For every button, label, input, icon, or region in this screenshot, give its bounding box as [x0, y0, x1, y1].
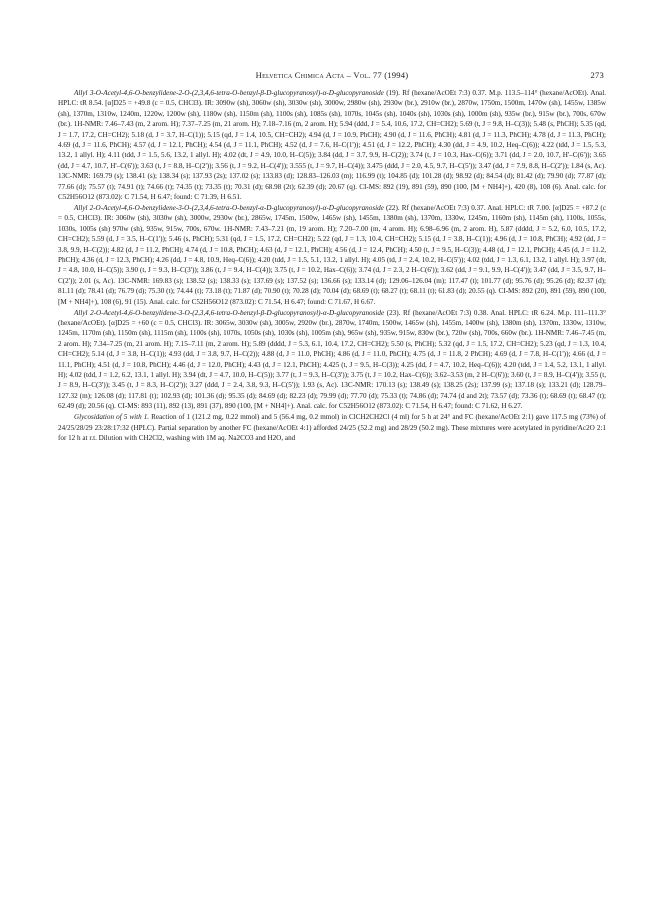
running-header: [58, 70, 606, 84]
page-number: 273: [590, 70, 604, 80]
article-body: [58, 88, 606, 443]
compound-22-paragraph: [58, 203, 606, 307]
glycosidation-text: Reaction of 1 (121.2 mg, 0.22 mmol) and 5 (56.4 mg, 0.2 mmol) in ClCH2CH2Cl (4 ml) for 5 h at 24° and FC (hexane/AcOEt 2:1) gave 117.5 mg (73%) of 24/25/28/29 23:28:17:32 (HPLC). Partial separation by another FC (hexane/AcOEt 4:1) afforded 24/25 (52.2 mg) and 28/29 (50.2 mg). These mixtures were acetylated in pyridine/Ac2O 2:1 for 12 h at r.t. Dilution with CH2Cl2, washing with 1M aq. Na2CO3 and H2O, and: [58, 413, 607, 442]
compound-19-data: (19). Rf (hexane/AcOEt 7:3) 0.37. M.p. 113.5–114° (hexane/AcOEt). Anal. HPLC: tR 8.54. [α]D25 = +49.8 (c = 0.5, CHCl3). IR: 3090w (sh), 3060w (sh), 3030w (sh), 3000w, 2980w (sh), 2930w (br.), 2910w (br.), 2870w, 1750m, 1500m, 1470w (sh), 1455w, 1385w (sh), 1370m, 1310w, 1240m, 1220w, 1200w (sh), 1180w (sh), 1150m (sh), 1100s (sh), 1085s (sh), 1070s, 1045s (sh), 1040s (sh), 1030s (sh), 1000m (sh), 935w (br.), 915w (br.), 700s, 670w (br.). 1H-NMR: 7.46–7.43 (m, 2 arom. H); 7.37–7.25 (m, 21 arom. H); 7.18–7.16 (m, 2 arom. H); 5.94 (ddd, J = 5.4, 10.6, 17.2, CH=CH2); 5.69 (t, J = 9.8, H–C(3)); 5.48 (s, PhCH); 5.35 (qd, J = 1.7, 17.2, CH=CH2); 5.18 (d, J = 3.7, H–C(1)); 5.15 (qd, J = 1.4, 10.5, CH=CH2); 4.94 (d, J = 10.9, PhCH); 4.90 (d, J = 11.6, PhCH); 4.81 (d, J = 11.3, PhCH); 4.78 (d, J = 11.3, PhCH); 4.69 (d, J = 11.6, PhCH); 4.57 (d, J = 12.1, PhCH); 4.54 (d, J = 11.1, PhCH); 4.52 (d, J = 7.6, H–C(1')); 4.51 (d, J = 12.2, PhCH); 4.30 (dd, J = 4.9, 10.2, Heq–C(6)); 4.22 (tdd, J = 1.5, 5.3, 13.2, 1 allyl. H); 4.11 (tdd, J = 1.5, 5.6, 13.2, 1 allyl. H); 4.02 (dt, J = 4.9, 10.0, H–C(5)); 3.84 (dd, J = 3.7, 9.9, H–C(2)); 3.74 (t, J = 10.3, Hax–C(6)); 3.71 (dd, J = 2.0, 10.7, H'–C(6')); 3.65 (dd, J = 4.7, 10.7, H'–C(6')); 3.63 (t, J = 8.8, H–C(2')); 3.56 (t, J = 9.2, H–C(4')); 3.555 (t, J = 9.7, H–C(4)); 3.475 (ddd, J = 2.0, 4.5, 9.7, H–C(5')); 3.47 (dd, J = 7.9, 8.8, H–C(2')); 1.84 (s, Ac). 13C-NMR: 169.79 (s); 138.41 (s); 138.34 (s); 137.93 (2s); 137.02 (s); 133.83 (d); 128.83–126.03 (m); 116.99 (t); 104.85 (d); 101.28 (d); 98.92 (d); 84.54 (d); 81.42 (d); 79.90 (d); 77.87 (d); 77.66 (d); 75.57 (t); 74.91 (t); 74.66 (t); 74.35 (t); 73.35 (t); 70.31 (d); 68.98 (2t); 62.39 (d); 20.67 (q). CI-MS: 892 (19), 891 (59), 890 (100, [M + NH4]+), 420 (8), 108 (6). Anal. calc. for C52H56O12 (873.02): C 71.54, H 6.47; found: C 71.39, H 6.51.: [58, 89, 606, 202]
compound-22-data: (22). Rf (hexane/AcOEt 7:3) 0.37. Anal. HPLC: tR 7.00. [α]D25 = +87.2 (c = 0.5, CHCl3). IR: 3060w (sh), 3030w (sh), 3000w, 2930w (br.), 2865w, 1745m, 1500w, 1465w (sh), 1455m, 1380m (sh), 1370m, 1330w, 1245m, 1160m (sh), 1145m (sh), 1100s, 1055s, 1030s, 1005s (sh) 970w (sh), 935w, 915w, 700s, 670w. 1H-NMR: 7.43–7.21 (m, 19 arom. H); 7.20–7.00 (m, 4 arom. H); 6.98–6.96 (m, 2 arom. H), 5.87 (dddd, J = 5.2, 6.0, 10.5, 17.2, CH=CH2); 5.59 (d, J = 3.5, H–C(1')); 5.46 (s, PhCH); 5.31 (qd, J = 1.5, 17.2, CH=CH2); 5.22 (qd, J = 1.3, 10.4, CH=CH2); 5.15 (d, J = 3.8, H–C(1)); 4.96 (d, J = 10.8, PhCH); 4.92 (dd, J = 3.8, 9.9, H–C(2)); 4.82 (d, J = 11.2, PhCH); 4.74 (d, J = 10.8, PhCH); 4.63 (d, J = 12.1, PhCH); 4.56 (d, J = 12.4, PhCH); 4.50 (t, J = 9.5, H–C(3)); 4.48 (d, J = 12.1, PhCH); 4.45 (d, J = 11.2, PhCH); 4.36 (d, J = 12.3, PhCH); 4.26 (dd, J = 4.8, 10.9, Heq–C(6)); 4.20 (tdd, J = 1.5, 5.1, 13.2, 1 allyl. H); 4.05 (td, J = 2.4, 10.2, H–C(5')); 4.02 (tdd, J = 1.3, 6.1, 13.2, 1 allyl. H); 3.97 (dt, J = 4.8, 10.0, H–C(5)); 3.90 (t, J = 9.3, H–C(3')); 3.86 (t, J = 9.4, H–C(4)); 3.75 (t, J = 10.2, Hax–C(6)); 3.74 (d, J = 2.3, 2 H–C(6')); 3.62 (dd, J = 9.1, 9.9, H–C(4')); 3.47 (dd, J = 3.5, 9.7, H–C(2')); 2.01 (s, Ac). 13C-NMR: 169.83 (s); 138.52 (s); 138.33 (s); 137.69 (s); 137.52 (s); 136.66 (s); 133.14 (d); 129.06–126.04 (m); 117.47 (t); 101.77 (d); 95.76 (d); 95.26 (d); 82.37 (d); 81.11 (d); 78.41 (d); 76.79 (d); 75.30 (t); 74.44 (t); 73.18 (t); 71.87 (d); 70.90 (t); 70.28 (d); 70.04 (d); 68.69 (t); 68.27 (t); 68.11 (t); 61.83 (d); 20.55 (q). CI-MS: 892 (20), 891 (59), 890 (100, [M + NH4]+), 108 (6), 91 (15). Anal. calc. for C52H56O12 (873.02): C 71.54, H 6.47; found: C 71.67, H 6.67.: [58, 203, 606, 306]
compound-22-title: Allyl 2-O-Acetyl-4,6-O-benzylidene-3-O-(2,3,4,6-tetra-O-benzyl-α-D-glucopyranosyl)-α-D-glucopyranoside: [74, 203, 384, 212]
compound-23-data: (23). Rf (hexane/AcOEt 7:3) 0.38. Anal. HPLC: tR 6.24. M.p. 111–111.3° (hexane/AcOEt). [α]D25 = +60 (c = 0.5, CHCl3). IR: 3065w, 3030w (sh), 3005w, 2920w (br.), 2870w, 1740m, 1500w, 1465w (sh), 1455m, 1400w (sh), 1380m (sh), 1370m, 1330w, 1310w, 1245m, 1170m (sh), 1150m (sh), 1115m (sh), 1100s (sh), 1070s, 1050s (sh), 1030s (sh), 1005m (sh), 965w (sh), 935w, 915w, 830w (br.), 720w (sh), 700s, 660w (br.). 1H-NMR: 7.46–7.45 (m, 2 arom. H); 7.34–7.25 (m, 21 arom. H); 7.15–7.11 (m, 2 arom. H); 5.89 (dddd, J = 5.3, 6.1, 10.4, 17.2, CH=CH2); 5.50 (s, PhCH); 5.32 (qd, J = 1.5, 17.2, CH=CH2); 5.23 (qd, J = 1.3, 10.4, CH=CH2); 5.14 (d, J = 3.8, H–C(1)); 4.93 (dd, J = 3.8, 9.7, H–C(2)); 4.88 (d, J = 11.0, PhCH); 4.86 (d, J = 11.0, PhCH); 4.75 (d, J = 11.8, 2 PhCH); 4.69 (d, J = 7.8, H–C(1')); 4.66 (d, J = 11.1, PhCH); 4.51 (d, J = 10.8, PhCH); 4.46 (d, J = 12.0, PhCH); 4.43 (d, J = 12.1, PhCH); 4.425 (t, J = 9.5, H–C(3)); 4.25 (dd, J = 4.7, 10.2, Heq–C(6)); 4.20 (tdd, J = 1.4, 5.2, 13.1, 1 allyl. H); 4.02 (tdd, J = 1.2, 6.2, 13.1, 1 allyl. H); 3.94 (dt, J = 4.7, 10.0, H–C(5)); 3.77 (t, J = 9.3, H–C(3')); 3.75 (t, J = 10.2, Hax–C(6)); 3.62–3.53 (m, 2 H–C(6')); 3.60 (t, J = 8.9, H–C(4')); 3.55 (t, J = 8.9, H–C(3')); 3.45 (t, J = 8.3, H–C(2')); 3.27 (ddd, J = 2.4, 3.8, 9.3, H–C(5')); 1.93 (s, Ac). 13C-NMR: 170.13 (s); 138.49 (s); 138.25 (2s); 137.99 (s); 137.18 (s); 133.21 (d); 128.79–127.32 (m); 126.08 (d); 117.81 (t); 102.93 (d); 101.36 (d); 95.35 (d); 84.69 (d); 82.23 (d); 79.99 (d); 77.70 (d); 75.33 (t); 74.86 (d); 74.74 (d and 2t); 73.57 (d); 73.36 (t); 68.69 (t); 68.47 (t); 62.49 (d); 20.56 (q). CI-MS: 893 (11), 892 (13), 891 (37), 890 (100, [M + NH4]+). Anal. calc. for C52H56O12 (873.02): C 71.54, H 6.47; found: C 71.62, H 6.27.: [58, 308, 606, 411]
compound-23-title: Allyl 2-O-Acetyl-4,6-O-benzylidene-3-O-(2,3,4,6-tetra-O-benzyl-β-D-glucopyranosyl)-α-D-glucopyranoside: [74, 308, 385, 317]
glycosidation-title: Glycosidation of 5 with 1.: [74, 413, 150, 422]
compound-19-paragraph: [58, 88, 606, 202]
glycosidation-paragraph: [58, 412, 606, 443]
compound-23-paragraph: [58, 308, 606, 412]
page: [58, 70, 606, 443]
compound-19-title: Allyl 3-O-Acetyl-4,6-O-benzylidene-2-O-(2,3,4,6-tetra-O-benzyl-β-D-glucopyranosyl)-α-D-glucopyranoside: [74, 89, 384, 97]
journal-title: Helvetica Chimica Acta – Vol. 77 (1994): [255, 70, 409, 80]
